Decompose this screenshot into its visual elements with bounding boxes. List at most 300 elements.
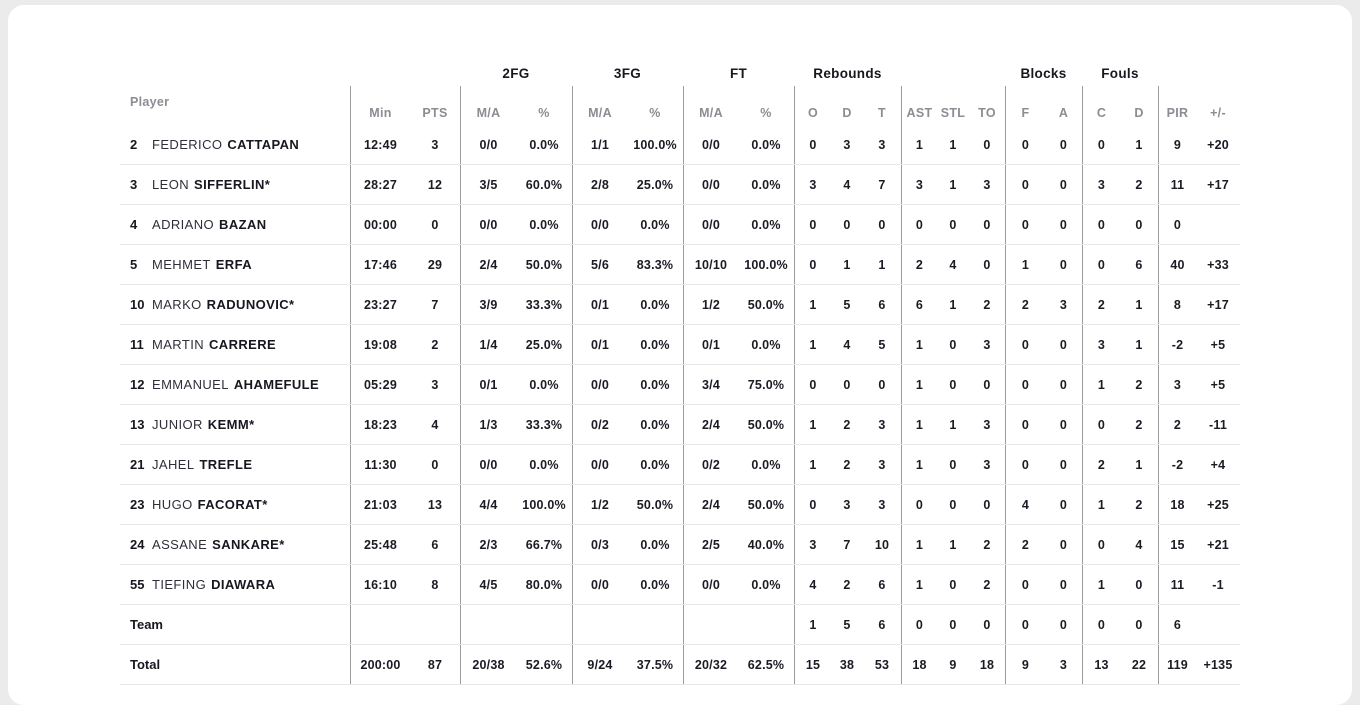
stat-fouls-committed: 13 [1082,645,1120,684]
player-row[interactable] [120,125,1240,165]
stat-blocks-for: 0 [1005,405,1045,444]
stat-fouls-drawn: 1 [1135,337,1143,352]
player-name-cell [120,485,350,524]
stat-ft-ma: 10/10 [683,245,738,284]
stat-minutes: 23:27 [350,285,410,324]
stat-ft-pct: 0.0% [751,337,781,352]
stat-steals: 0 [949,337,957,352]
stat-reb-def: 4 [843,177,851,192]
group-header-3fg: 3FG [613,65,642,81]
stat-minutes: 200:00 [350,645,410,684]
stat-2fg-ma: 3/5 [460,165,516,204]
stat-reb-def: 2 [843,577,851,592]
jersey-number: 23 [130,497,145,512]
stat-plus-minus: +17 [1207,297,1229,312]
stat-reb-total: 3 [878,417,886,432]
stat-reb-total: 3 [878,457,886,472]
jersey-number: 55 [130,577,145,592]
stat-3fg-ma: 0/1 [572,285,627,324]
stat-minutes: 12:49 [350,125,410,164]
group-header-row [120,60,1240,86]
stat-fouls-committed: 1 [1082,365,1120,404]
stat-2fg-pct: 100.0% [522,497,566,512]
stat-steals: 9 [949,657,957,672]
stat-fouls-committed: 0 [1082,605,1120,644]
player-first-name: FEDERICO [152,137,223,152]
player-first-name: TIEFING [152,577,207,592]
stat-blocks-for: 2 [1005,525,1045,564]
stat-plus-minus: -11 [1209,417,1227,432]
stat-turnovers: 3 [983,177,991,192]
stat-reb-off: 0 [794,245,831,284]
stat-minutes: 19:08 [350,325,410,364]
stat-3fg-pct: 37.5% [636,657,674,672]
stat-points: 7 [431,297,439,312]
stat-3fg-ma: 0/3 [572,525,627,564]
stat-turnovers: 0 [983,617,991,632]
player-name-cell [120,445,350,484]
stat-assists: 6 [901,285,937,324]
stat-assists: 18 [901,645,937,684]
stat-3fg-ma: 0/0 [572,365,627,404]
stat-reb-total: 0 [878,377,886,392]
stat-pir: 6 [1158,605,1196,644]
stat-fouls-committed: 0 [1082,245,1120,284]
stat-minutes: 21:03 [350,485,410,524]
col-header-fouls-d: D [1134,106,1144,120]
stat-plus-minus: +17 [1207,177,1229,192]
col-header-reb-d: D [842,106,852,120]
player-first-name: EMMANUEL [152,377,229,392]
stat-minutes: 28:27 [350,165,410,204]
col-header-blocks-f: F [1005,86,1045,125]
player-first-name: MEHMET [152,257,211,272]
player-name-cell [120,205,350,244]
stat-pir: 11 [1158,165,1196,204]
col-header-ft-pct: % [760,106,772,120]
col-header-player: Player [130,95,170,109]
jersey-number: 5 [130,257,138,272]
player-row[interactable] [120,165,1240,205]
player-name-cell [120,325,350,364]
stat-3fg-ma: 0/0 [572,445,627,484]
stat-pir: 119 [1158,645,1196,684]
stat-fouls-committed: 1 [1082,565,1120,604]
stat-steals: 4 [949,257,957,272]
stat-minutes: 16:10 [350,565,410,604]
stat-reb-total: 6 [878,577,886,592]
stat-points: 3 [431,377,439,392]
stat-pir: 18 [1158,485,1196,524]
stat-ft-ma: 0/0 [683,205,738,244]
stat-3fg-pct: 50.0% [636,497,674,512]
stat-reb-off: 3 [794,165,831,204]
stat-blocks-for: 4 [1005,485,1045,524]
stat-reb-off: 1 [794,325,831,364]
player-last-name: AHAMEFULE [233,377,320,392]
stat-3fg-ma: 0/0 [572,565,627,604]
jersey-number: 2 [130,137,138,152]
stat-3fg-pct: 0.0% [640,217,670,232]
stat-fouls-drawn: 1 [1135,297,1143,312]
col-header-reb-t: T [878,106,886,120]
stat-2fg-ma: 3/9 [460,285,516,324]
stat-3fg-ma: 0/0 [572,205,627,244]
stat-ft-pct [738,605,794,644]
stat-reb-total: 10 [874,537,890,552]
player-last-name: FACORAT* [197,497,268,512]
stat-pir: 9 [1158,125,1196,164]
stat-steals: 0 [949,377,957,392]
stat-blocks-for: 0 [1005,365,1045,404]
stat-blocks-against: 0 [1059,337,1068,352]
player-first-name: HUGO [152,497,193,512]
stat-2fg-pct: 0.0% [529,137,559,152]
stat-reb-off: 15 [794,645,831,684]
player-last-name: CARRERE [209,337,277,352]
stat-turnovers: 2 [983,297,991,312]
stat-blocks-against: 0 [1059,617,1068,632]
stat-plus-minus: +5 [1210,337,1226,352]
stat-reb-def: 4 [843,337,851,352]
player-name-cell [120,605,350,644]
stat-minutes: 00:00 [350,205,410,244]
stat-2fg-ma: 1/4 [460,325,516,364]
stat-ft-ma [683,605,738,644]
stat-turnovers: 2 [983,577,991,592]
stat-fouls-drawn: 6 [1135,257,1143,272]
stat-steals: 1 [949,297,957,312]
stat-ft-pct: 0.0% [751,177,781,192]
stat-reb-def: 5 [843,617,851,632]
player-last-name: RADUNOVIC* [206,297,295,312]
stat-2fg-pct: 0.0% [529,377,559,392]
player-name-cell [120,645,350,684]
stat-blocks-for: 0 [1005,605,1045,644]
stat-blocks-for: 0 [1005,125,1045,164]
stat-reb-total: 6 [878,617,886,632]
group-header-fouls: Fouls [1101,65,1139,81]
stat-points: 4 [431,417,439,432]
stat-reb-def: 2 [843,417,851,432]
stat-reb-off: 0 [794,205,831,244]
player-name-cell [120,285,350,324]
player-row[interactable] [120,245,1240,285]
stat-blocks-for: 9 [1005,645,1045,684]
stat-blocks-against: 0 [1059,257,1068,272]
jersey-number: 4 [130,217,138,232]
stat-2fg-ma: 0/0 [460,445,516,484]
total-row [120,645,1240,685]
stat-blocks-against: 0 [1059,177,1068,192]
stat-ft-ma: 0/0 [683,125,738,164]
player-row[interactable] [120,365,1240,405]
player-row[interactable] [120,485,1240,525]
stat-fouls-committed: 2 [1082,445,1120,484]
stat-assists: 3 [901,165,937,204]
stat-3fg-ma: 1/1 [572,125,627,164]
group-header-rebounds: Rebounds [813,65,882,81]
stat-2fg-ma: 0/0 [460,205,516,244]
col-header-3fg-ma: M/A [572,86,627,125]
stat-fouls-committed: 3 [1082,165,1120,204]
stat-turnovers: 0 [983,217,991,232]
stat-3fg-pct: 0.0% [640,417,670,432]
col-header-fouls-c: C [1082,86,1120,125]
stat-plus-minus: +5 [1210,377,1226,392]
stat-points: 8 [431,577,439,592]
stat-blocks-against: 3 [1059,297,1068,312]
stat-ft-ma: 0/0 [683,565,738,604]
player-name-cell [120,405,350,444]
stat-assists: 1 [901,325,937,364]
stat-assists: 1 [901,405,937,444]
player-first-name: ASSANE [152,537,208,552]
stat-reb-off: 0 [794,125,831,164]
stat-blocks-for: 0 [1005,165,1045,204]
stat-ft-ma: 1/2 [683,285,738,324]
stat-fouls-committed: 2 [1082,285,1120,324]
stat-reb-off: 1 [794,285,831,324]
team-row [120,605,1240,645]
stat-turnovers: 3 [983,417,991,432]
stat-blocks-for: 2 [1005,285,1045,324]
stat-fouls-drawn: 2 [1135,417,1143,432]
stat-reb-off: 3 [794,525,831,564]
jersey-number: Team [130,617,163,632]
stat-reb-total: 0 [878,217,886,232]
stat-plus-minus: +4 [1210,457,1226,472]
stat-ft-ma: 2/5 [683,525,738,564]
stat-3fg-ma: 0/2 [572,405,627,444]
stat-2fg-ma: 4/5 [460,565,516,604]
stat-reb-off: 0 [794,485,831,524]
stat-fouls-committed: 0 [1082,525,1120,564]
stat-ft-pct: 0.0% [751,217,781,232]
stat-2fg-pct: 66.7% [525,537,563,552]
player-last-name: SIFFERLIN* [194,177,271,192]
stat-minutes: 25:48 [350,525,410,564]
col-header-ast: AST [901,86,937,125]
stat-ft-pct: 50.0% [747,417,785,432]
stat-2fg-pct: 60.0% [525,177,563,192]
stat-fouls-drawn: 22 [1131,657,1147,672]
stat-pir: 11 [1158,565,1196,604]
player-first-name: ADRIANO [152,217,215,232]
stat-plus-minus [1196,205,1240,244]
stat-fouls-drawn: 0 [1135,217,1143,232]
stat-3fg-pct: 83.3% [636,257,674,272]
stat-reb-def: 3 [843,497,851,512]
jersey-number: 3 [130,177,138,192]
stat-plus-minus: +21 [1207,537,1229,552]
stat-fouls-committed: 0 [1082,405,1120,444]
stat-steals: 0 [949,457,957,472]
stat-steals: 1 [949,537,957,552]
stat-blocks-against: 3 [1059,657,1068,672]
stat-fouls-committed: 3 [1082,325,1120,364]
player-row[interactable] [120,325,1240,365]
stat-ft-pct: 50.0% [747,497,785,512]
stat-reb-def: 1 [843,257,851,272]
stat-minutes [350,605,410,644]
player-row[interactable] [120,285,1240,325]
stat-plus-minus [1196,605,1240,644]
stat-fouls-drawn: 4 [1135,537,1143,552]
stat-ft-ma: 0/2 [683,445,738,484]
player-first-name: LEON [152,177,190,192]
stat-turnovers: 2 [983,537,991,552]
stat-ft-pct: 100.0% [744,257,788,272]
player-last-name: KEMM* [207,417,255,432]
stat-3fg-pct: 0.0% [640,297,670,312]
stat-assists: 0 [901,205,937,244]
stat-plus-minus: +135 [1203,657,1233,672]
player-name-cell [120,125,350,164]
stat-ft-pct: 62.5% [747,657,785,672]
stat-2fg-ma: 1/3 [460,405,516,444]
stat-assists: 1 [901,125,937,164]
stat-2fg-ma: 2/3 [460,525,516,564]
jersey-number: 13 [130,417,145,432]
stat-fouls-committed: 0 [1082,125,1120,164]
stat-steals: 1 [949,137,957,152]
stat-blocks-against: 0 [1059,577,1068,592]
player-row[interactable] [120,445,1240,485]
stat-blocks-against: 0 [1059,417,1068,432]
stat-reb-total: 3 [878,137,886,152]
col-header-ft-ma: M/A [683,86,738,125]
col-header-pir: PIR [1158,86,1196,125]
stat-reb-off: 1 [794,445,831,484]
player-first-name: MARTIN [152,337,204,352]
stat-pir: -2 [1158,325,1196,364]
player-row[interactable] [120,565,1240,605]
stat-reb-def: 7 [843,537,851,552]
stat-plus-minus: +25 [1207,497,1229,512]
stat-pir: 15 [1158,525,1196,564]
stat-ft-ma: 0/0 [683,165,738,204]
stat-points: 13 [427,497,443,512]
stat-reb-def: 0 [843,377,851,392]
jersey-number: 24 [130,537,145,552]
stat-2fg-ma: 4/4 [460,485,516,524]
stat-3fg-ma: 9/24 [572,645,627,684]
group-header-2fg: 2FG [502,65,530,81]
stat-blocks-for: 0 [1005,205,1045,244]
stat-points: 2 [431,337,439,352]
stat-ft-pct: 0.0% [751,577,781,592]
player-name-cell [120,245,350,284]
player-first-name: JAHEL [152,457,195,472]
player-row[interactable] [120,405,1240,445]
stat-points: 6 [431,537,439,552]
stat-minutes: 17:46 [350,245,410,284]
stat-turnovers: 0 [983,257,991,272]
stat-blocks-for: 0 [1005,565,1045,604]
stat-points: 0 [431,457,439,472]
stat-fouls-drawn: 2 [1135,377,1143,392]
stat-steals: 0 [949,497,957,512]
stat-turnovers: 0 [983,377,991,392]
stat-points: 29 [427,257,443,272]
stat-assists: 1 [901,565,937,604]
stat-plus-minus: +33 [1207,257,1229,272]
stat-2fg-pct: 25.0% [525,337,563,352]
stat-3fg-ma: 1/2 [572,485,627,524]
stat-minutes: 11:30 [350,445,410,484]
stat-3fg-ma: 5/6 [572,245,627,284]
stat-2fg-pct: 0.0% [529,457,559,472]
stat-fouls-drawn: 2 [1135,497,1143,512]
stat-2fg-pct: 33.3% [525,297,563,312]
stat-reb-def: 3 [843,137,851,152]
stat-reb-def: 2 [843,457,851,472]
stat-points: 87 [427,657,443,672]
jersey-number: 10 [130,297,145,312]
stat-points: 12 [427,177,443,192]
stat-fouls-committed: 1 [1082,485,1120,524]
stat-ft-ma: 2/4 [683,405,738,444]
stat-assists: 1 [901,445,937,484]
stat-ft-pct: 50.0% [747,297,785,312]
stat-reb-total: 3 [878,497,886,512]
stat-fouls-drawn: 2 [1135,177,1143,192]
stat-fouls-drawn: 0 [1135,577,1143,592]
stat-steals: 0 [949,577,957,592]
stat-ft-pct: 0.0% [751,457,781,472]
player-row[interactable] [120,525,1240,565]
col-header-2fg-pct: % [538,106,550,120]
stat-blocks-against: 0 [1059,497,1068,512]
jersey-number: 11 [130,337,144,352]
stat-blocks-against: 0 [1059,537,1068,552]
player-name-cell [120,165,350,204]
stat-points: 3 [431,137,439,152]
stat-pir: 40 [1158,245,1196,284]
stat-turnovers: 3 [983,337,991,352]
stat-reb-def: 38 [839,657,855,672]
col-header-stl: STL [940,106,966,120]
stat-blocks-for: 0 [1005,325,1045,364]
stat-3fg-ma [572,605,627,644]
stat-2fg-pct: 33.3% [525,417,563,432]
stat-turnovers: 0 [983,137,991,152]
stat-2fg-ma: 0/1 [460,365,516,404]
player-last-name: TREFLE [199,457,253,472]
col-header-to: TO [978,106,996,120]
stat-3fg-pct: 0.0% [640,537,670,552]
stat-ft-ma: 3/4 [683,365,738,404]
player-first-name: MARKO [152,297,202,312]
stat-2fg-ma: 2/4 [460,245,516,284]
stat-3fg-pct: 0.0% [640,377,670,392]
stat-2fg-ma [460,605,516,644]
stat-3fg-pct: 0.0% [640,457,670,472]
stat-reb-off: 1 [794,405,831,444]
stat-assists: 0 [901,485,937,524]
stat-2fg-pct: 50.0% [525,257,563,272]
stat-assists: 1 [901,365,937,404]
stat-fouls-drawn: 1 [1135,457,1143,472]
stat-blocks-against: 0 [1059,137,1068,152]
stat-steals: 0 [949,617,957,632]
stat-3fg-pct: 25.0% [636,177,674,192]
player-row[interactable] [120,205,1240,245]
stat-reb-total: 7 [878,177,886,192]
col-header-2fg-ma: M/A [460,86,516,125]
stat-reb-total: 5 [878,337,886,352]
